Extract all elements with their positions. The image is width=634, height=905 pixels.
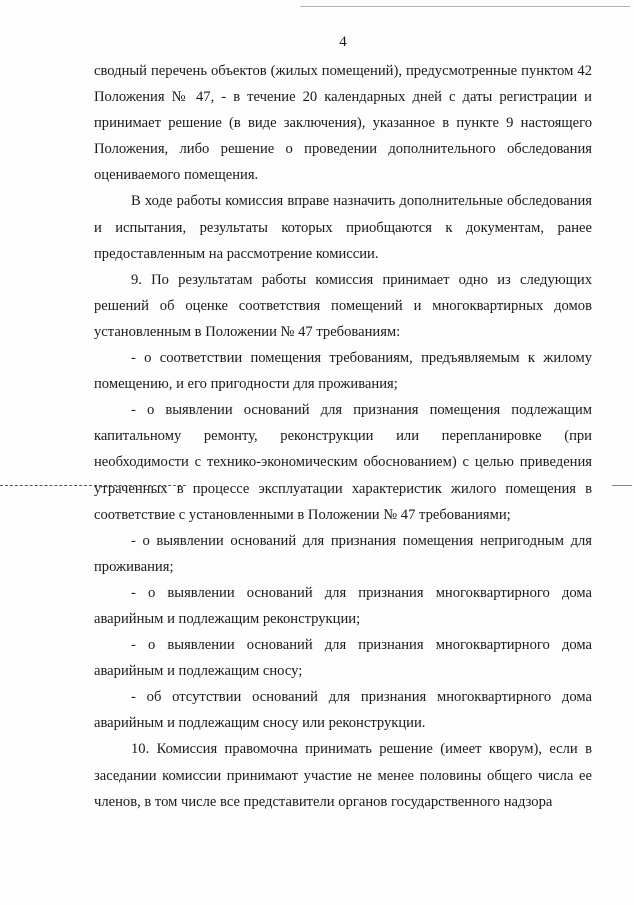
paragraph-item-9: 9. По результатам работы комиссия принимает одно из следующих решений об оценке соответствия помещений и многоквартирных домов установленным в Положении № 47 требованиям: bbox=[94, 271, 592, 340]
scan-edge-line bbox=[300, 6, 630, 7]
paragraph-intro-continuation: сводный перечень объектов (жилых помещений), предусмотренные пунктом 42 Положения № 47, - в течение 20 календарных дней с даты регистрации и принимает решение (в виде заключения), указанное в пункте 9 настоящего Положения, либо решение о проведении дополнительного обследования оцениваемого помещения. bbox=[94, 63, 592, 184]
list-item-demolition: - о выявлении оснований для признания многоквартирного дома аварийным и подлежащим сносу; bbox=[94, 637, 592, 680]
document-body bbox=[94, 58, 592, 815]
list-item-repair: - о выявлении оснований для признания помещения подлежащим капитальному ремонту, реконструкции или перепланировке (при необходимости с технико-экономическим обоснованием) с целью приведения утраченных в процессе эксплуатации характеристик жилого помещения в соответствие с установленными в Положении № 47 требованиями; bbox=[94, 402, 592, 523]
list-item-no-grounds: - об отсутствии оснований для признания многоквартирного дома аварийным и подлежащим сносу или реконструкции. bbox=[94, 689, 592, 732]
list-item-compliance: - о соответствии помещения требованиям, предъявляемым к жилому помещению, и его пригодности для проживания; bbox=[94, 350, 592, 393]
list-item-unfit: - о выявлении оснований для признания помещения непригодным для проживания; bbox=[94, 532, 592, 575]
page-number: 4 bbox=[339, 34, 347, 50]
list-item-reconstruction: - о выявлении оснований для признания многоквартирного дома аварийным и подлежащим реконструкции; bbox=[94, 584, 592, 627]
fold-mark-right bbox=[612, 485, 632, 486]
paragraph-additional-surveys: В ходе работы комиссия вправе назначить дополнительные обследования и испытания, результаты которых приобщаются к документам, ранее предоставленным на рассмотрение комиссии. bbox=[94, 193, 592, 262]
paragraph-item-10: 10. Комиссия правомочна принимать решение (имеет кворум), если в заседании комиссии принимают участие не менее половины общего числа ее членов, в том числе все представители органов государственного надзора bbox=[94, 741, 592, 810]
